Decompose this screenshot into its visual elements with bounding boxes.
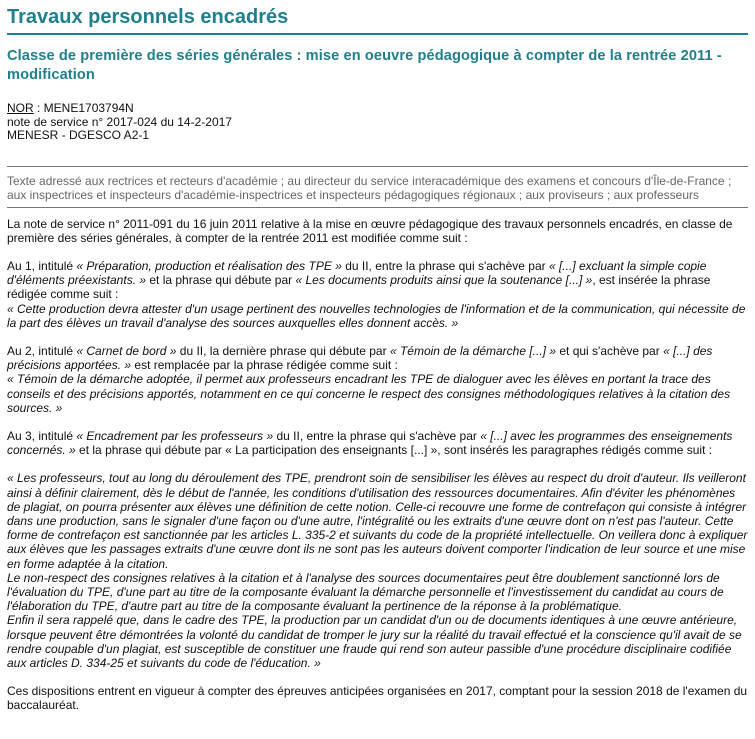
- quoted-phrase: « Témoin de la démarche [...] »: [389, 343, 557, 358]
- inserted-paragraph-2: Le non-respect des consignes relatives à la citation et à l'analyse des sources documentaires peut être doublement sanctionné lors de l'évaluation du TPE, d'une part au titre de la composante évaluant la démarche personnelle et l'investissement du candidat au cours de l'élaboration du TPE, d'autre part au titre de la composante évaluant la pertinence de la réponse à la problématique.: [7, 570, 724, 614]
- quoted-heading: « Encadrement par les professeurs »: [76, 428, 274, 443]
- amendment-2-paragraph: [7, 344, 748, 415]
- text-run: Au 1, intitulé: [7, 258, 77, 273]
- quoted-phrase: « [...] avec les programmes des enseignements concernés. »: [7, 428, 733, 458]
- quoted-phrase: « Les documents produits ainsi que la soutenance [...] »: [295, 273, 593, 288]
- quoted-heading: « Carnet de bord »: [76, 343, 177, 358]
- addressees-text: Texte adressé aux rectrices et recteurs d'académie ; au directeur du service interacadémique des examens et concours d'Île-de-France ; aux inspectrices et inspecteurs d'académie-inspectrices et inspecteurs pédagogiques régionaux ; aux proviseurs ; aux professeurs: [7, 173, 732, 202]
- quoted-phrase: « [...] des précisions apportées. »: [7, 343, 713, 373]
- text-run: du II, entre la phrase qui s'achève par: [341, 258, 549, 273]
- amendment-1-paragraph: [7, 259, 748, 330]
- issuing-service: MENESR - DGESCO A2-1: [7, 128, 150, 142]
- page-title: Travaux personnels encadrés: [7, 6, 289, 28]
- document-subtitle: Classe de première des séries générales : mise en oeuvre pédagogique à compter de la rentrée 2011 - modification: [7, 48, 722, 83]
- inserted-paragraphs: [7, 471, 748, 670]
- text-run: Au 3, intitulé: [7, 428, 77, 443]
- text-run: est remplacée par la phrase rédigée comme suit :: [131, 358, 398, 373]
- title-divider: [7, 33, 748, 35]
- text-run: Au 2, intitulé: [7, 343, 77, 358]
- addressees-top-divider: [7, 166, 748, 167]
- note-reference: note de service n° 2017-024 du 14-2-2017: [7, 114, 232, 129]
- text-run: du II, la dernière phrase qui débute par: [176, 343, 390, 358]
- inserted-paragraph-1: « Les professeurs, tout au long du déroulement des TPE, prendront soin de sensibiliser les élèves au respect du droit d'auteur. Ils veilleront ainsi à définir clairement, dès le début de l'année, les conditions d'utilisation des ressources documentaires. Afin d'éviter les phénomènes de plagiat, on pourra présenter aux élèves une définition de cette notion. Celle-ci recouvre une forme de contrefaçon qui consiste à intégrer dans une production, sans le signaler d'une façon ou d'une autre, l'intégralité ou les extraits d'une œuvre dont on n'est pas l'auteur. Cette forme de contrefaçon est sanctionnée par les articles L. 335-2 et suivants du code de la propriété intellectuelle. On veillera donc à expliquer aux élèves que les passages extraits d'une œuvre dont ils ne sont pas les auteurs doivent comporter l'indication de leur source et une mise en forme adaptée à la citation.: [7, 471, 748, 571]
- text-run: , est insérée la phrase rédigée comme suit :: [7, 273, 711, 302]
- document-metadata: [7, 102, 748, 143]
- text-run: du II, entre la phrase qui s'achève par: [273, 428, 481, 443]
- addressees-bottom-divider: [7, 207, 748, 208]
- spacer: [7, 143, 748, 166]
- nor-value: : MENE1703794N: [33, 101, 134, 115]
- inserted-paragraph-3: Enfin il sera rappelé que, dans le cadre des TPE, la production par un candidat d'un ou de documents identiques à une œuvre antérieure, lorsque peuvent être démontrées la volonté du candidat de tromper le jury sur la réalité du travail effectué et la conscience qu'il avait de se rendre coupable d'un plagiat, est susceptible de constituer une fraude qui rend son auteur passible d'une procédure disciplinaire codifiée aux articles D. 334-25 et suivants du code de l'éducation. »: [7, 613, 742, 670]
- quoted-heading: « Préparation, production et réalisation des TPE »: [76, 258, 342, 273]
- text-run: et la phrase qui débute par « La participation des enseignants [...] », sont insérés les paragraphes rédigés comme suit :: [75, 443, 713, 458]
- intro-paragraph: La note de service n° 2011-091 du 16 juin 2011 relative à la mise en œuvre pédagogique des travaux personnels encadrés, en classe de première des séries générales, à compter de la rentrée 2011 est modifiée comme suit :: [7, 216, 733, 245]
- closing-paragraph: Ces dispositions entrent en vigueur à compter des épreuves anticipées organisées en 2017, comptant pour la session 2018 de l'examen du baccalauréat.: [7, 684, 748, 713]
- nor-line: [7, 102, 748, 116]
- document-body: [7, 217, 748, 713]
- replacement-sentence: « Témoin de la démarche adoptée, il permet aux professeurs encadrant les TPE de dialoguer avec les élèves en portant la trace des conseils et des précisions apportés, notamment en ce qui concerne le respect des consignes méthodologiques relatives à la citation des sources. »: [7, 372, 731, 415]
- text-run: et la phrase qui débute par: [146, 273, 296, 288]
- nor-label: NOR: [7, 101, 34, 115]
- amendment-3-paragraph: [7, 429, 748, 457]
- inserted-sentence: « Cette production devra attester d'un usage pertinent des nouvelles technologies de l'information et de la communication, qui nécessite de la part des élèves un travail d'analyse des sources auxquelles elles donnent accès. »: [7, 301, 746, 330]
- quoted-phrase: « [...] excluant la simple copie d'éléments préexistants. »: [7, 258, 707, 288]
- text-run: et qui s'achève par: [556, 343, 664, 358]
